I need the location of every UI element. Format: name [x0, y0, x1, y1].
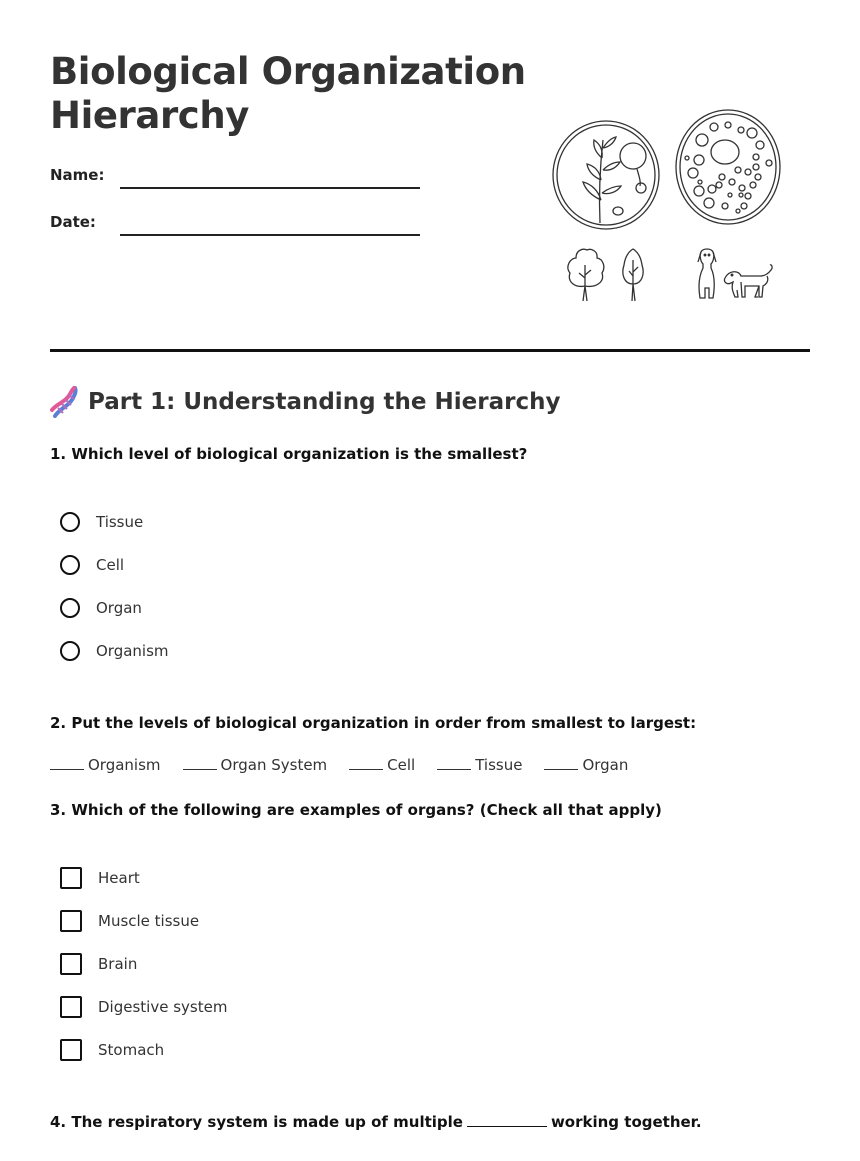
order-item[interactable]: Organ System — [183, 756, 328, 774]
plant-cell-icon — [553, 121, 659, 229]
question-3-prompt: 3. Which of the following are examples of organs? (Check all that apply) — [50, 801, 662, 819]
q3-option-brain[interactable] — [60, 952, 137, 976]
q1-option-organ[interactable] — [60, 596, 142, 620]
worksheet-title: Biological Organization Hierarchy — [50, 50, 526, 137]
date-field[interactable] — [120, 234, 420, 236]
q3-option-stomach[interactable] — [60, 1038, 164, 1062]
option-label: Cell — [96, 556, 125, 574]
question-1-prompt: 1. Which level of biological organization is the smallest? — [50, 445, 528, 463]
part1-heading — [50, 386, 560, 418]
q1-option-tissue[interactable] — [60, 510, 143, 534]
checkbox[interactable] — [60, 867, 82, 889]
option-label: Stomach — [98, 1041, 165, 1059]
sitting-dog-icon — [698, 249, 716, 298]
order-blank[interactable] — [544, 757, 578, 770]
q3-option-muscle-tissue[interactable] — [60, 909, 199, 933]
order-blank[interactable] — [50, 757, 84, 770]
q3-option-heart[interactable] — [60, 866, 140, 890]
order-blank[interactable] — [437, 757, 471, 770]
radio-button[interactable] — [60, 641, 80, 661]
checkbox[interactable] — [60, 953, 82, 975]
name-field[interactable] — [120, 187, 420, 189]
organization-illustration — [545, 100, 790, 310]
order-blank[interactable] — [183, 757, 217, 770]
standing-dog-icon — [724, 265, 772, 297]
q1-option-organism[interactable] — [60, 639, 169, 663]
q4-answer-blank[interactable] — [467, 1113, 547, 1127]
tree-icon — [568, 249, 604, 301]
date-label: Date: — [50, 213, 96, 231]
checkbox[interactable] — [60, 996, 82, 1018]
section-divider — [50, 349, 810, 352]
q1-option-cell[interactable] — [60, 553, 124, 577]
part1-title: Part 1: Understanding the Hierarchy — [88, 389, 561, 415]
radio-button[interactable] — [60, 512, 80, 532]
checkbox[interactable] — [60, 1039, 82, 1061]
question-4-prompt: 4. The respiratory system is made up of multiple working together. — [50, 1113, 702, 1131]
option-label: Digestive system — [98, 998, 228, 1016]
order-item[interactable]: Cell — [349, 756, 415, 774]
q2-ordering-row — [50, 756, 650, 774]
option-label: Brain — [98, 955, 138, 973]
checkbox[interactable] — [60, 910, 82, 932]
option-label: Muscle tissue — [98, 912, 200, 930]
order-item[interactable]: Organism — [50, 756, 161, 774]
dna-icon — [50, 386, 80, 418]
option-label: Tissue — [96, 513, 144, 531]
question-2-prompt: 2. Put the levels of biological organization in order from smallest to largest: — [50, 714, 697, 732]
option-label: Organism — [96, 642, 169, 660]
order-item[interactable]: Organ — [544, 756, 628, 774]
poplar-tree-icon — [623, 249, 643, 301]
order-blank[interactable] — [349, 757, 383, 770]
option-label: Organ — [96, 599, 142, 617]
order-item[interactable]: Tissue — [437, 756, 522, 774]
q3-option-digestive-system[interactable] — [60, 995, 227, 1019]
option-label: Heart — [98, 869, 140, 887]
animal-cell-icon — [676, 110, 780, 224]
name-label: Name: — [50, 166, 105, 184]
radio-button[interactable] — [60, 598, 80, 618]
radio-button[interactable] — [60, 555, 80, 575]
